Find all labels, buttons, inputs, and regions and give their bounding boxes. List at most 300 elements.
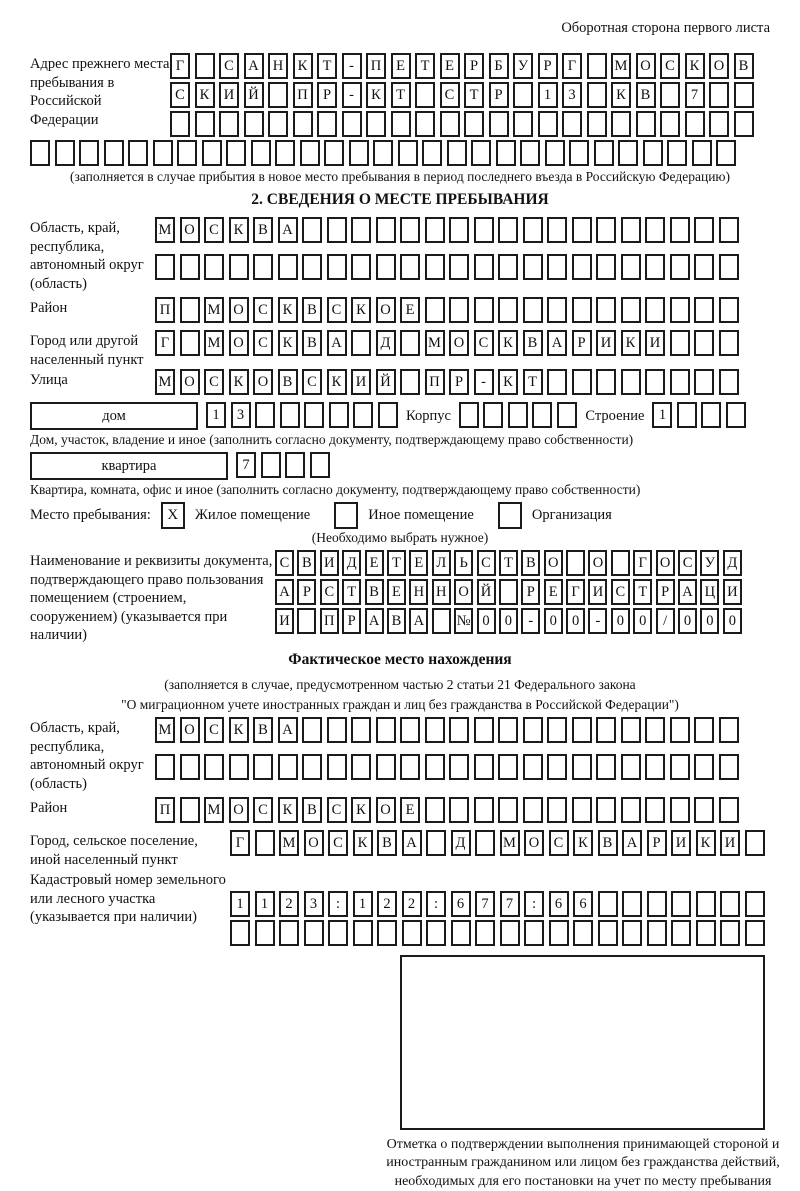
stay-checkbox-other-premises[interactable] bbox=[334, 502, 358, 529]
char-cell[interactable]: 0 bbox=[633, 608, 652, 634]
char-cell[interactable] bbox=[376, 217, 396, 243]
char-cell[interactable]: 6 bbox=[573, 891, 593, 917]
char-cell[interactable] bbox=[547, 297, 567, 323]
char-cell[interactable] bbox=[696, 891, 716, 917]
char-cell[interactable] bbox=[30, 140, 50, 166]
char-cell[interactable]: О bbox=[709, 53, 729, 79]
char-cell[interactable] bbox=[425, 797, 445, 823]
char-cell[interactable] bbox=[278, 754, 298, 780]
char-cell[interactable] bbox=[645, 217, 665, 243]
char-cell[interactable]: М bbox=[155, 369, 175, 395]
char-cell[interactable]: : bbox=[426, 891, 446, 917]
char-cell[interactable] bbox=[302, 754, 322, 780]
char-cell[interactable] bbox=[302, 217, 322, 243]
char-cell[interactable]: Е bbox=[391, 53, 411, 79]
char-cell[interactable]: Г bbox=[562, 53, 582, 79]
char-cell[interactable] bbox=[499, 579, 518, 605]
char-cell[interactable] bbox=[719, 330, 739, 356]
char-cell[interactable] bbox=[55, 140, 75, 166]
char-cell[interactable] bbox=[547, 217, 567, 243]
char-cell[interactable]: Н bbox=[268, 53, 288, 79]
char-cell[interactable] bbox=[415, 82, 435, 108]
char-cell[interactable] bbox=[523, 217, 543, 243]
char-cell[interactable]: В bbox=[521, 550, 540, 576]
char-cell[interactable]: И bbox=[351, 369, 371, 395]
char-cell[interactable] bbox=[587, 82, 607, 108]
char-cell[interactable]: С bbox=[219, 53, 239, 79]
char-cell[interactable] bbox=[621, 754, 641, 780]
char-cell[interactable] bbox=[153, 140, 173, 166]
char-cell[interactable]: К bbox=[573, 830, 593, 856]
char-cell[interactable] bbox=[498, 217, 518, 243]
char-cell[interactable]: П bbox=[425, 369, 445, 395]
char-cell[interactable] bbox=[373, 140, 393, 166]
char-cell[interactable] bbox=[562, 111, 582, 137]
char-cell[interactable] bbox=[180, 797, 200, 823]
char-cell[interactable]: К bbox=[278, 797, 298, 823]
char-cell[interactable] bbox=[745, 891, 765, 917]
char-cell[interactable]: О bbox=[544, 550, 563, 576]
char-cell[interactable] bbox=[471, 140, 491, 166]
char-cell[interactable]: У bbox=[513, 53, 533, 79]
char-cell[interactable] bbox=[415, 111, 435, 137]
char-cell[interactable] bbox=[449, 254, 469, 280]
char-cell[interactable]: Л bbox=[432, 550, 451, 576]
char-cell[interactable] bbox=[229, 254, 249, 280]
char-cell[interactable] bbox=[645, 717, 665, 743]
char-cell[interactable]: С bbox=[253, 330, 273, 356]
char-cell[interactable] bbox=[573, 920, 593, 946]
char-cell[interactable]: А bbox=[678, 579, 697, 605]
char-cell[interactable]: Р bbox=[297, 579, 316, 605]
char-cell[interactable] bbox=[745, 830, 765, 856]
char-cell[interactable] bbox=[621, 217, 641, 243]
char-cell[interactable] bbox=[720, 891, 740, 917]
char-cell[interactable] bbox=[376, 754, 396, 780]
char-cell[interactable]: Р bbox=[538, 53, 558, 79]
char-cell[interactable]: Н bbox=[409, 579, 428, 605]
char-cell[interactable]: 0 bbox=[499, 608, 518, 634]
char-cell[interactable]: : bbox=[524, 891, 544, 917]
char-cell[interactable] bbox=[694, 330, 714, 356]
char-cell[interactable]: 3 bbox=[562, 82, 582, 108]
char-cell[interactable]: Г bbox=[633, 550, 652, 576]
char-cell[interactable]: 1 bbox=[652, 402, 672, 428]
char-cell[interactable] bbox=[545, 140, 565, 166]
char-cell[interactable] bbox=[719, 369, 739, 395]
char-cell[interactable] bbox=[572, 217, 592, 243]
char-cell[interactable] bbox=[660, 82, 680, 108]
char-cell[interactable]: Е bbox=[400, 297, 420, 323]
char-cell[interactable]: 1 bbox=[206, 402, 226, 428]
char-cell[interactable]: К bbox=[498, 369, 518, 395]
char-cell[interactable] bbox=[327, 717, 347, 743]
char-cell[interactable] bbox=[328, 920, 348, 946]
char-cell[interactable]: В bbox=[302, 297, 322, 323]
char-cell[interactable] bbox=[621, 254, 641, 280]
char-cell[interactable] bbox=[400, 754, 420, 780]
char-cell[interactable]: В bbox=[523, 330, 543, 356]
char-cell[interactable]: С bbox=[611, 579, 630, 605]
char-cell[interactable] bbox=[694, 797, 714, 823]
char-cell[interactable] bbox=[474, 797, 494, 823]
char-cell[interactable] bbox=[128, 140, 148, 166]
char-cell[interactable]: 1 bbox=[255, 891, 275, 917]
char-cell[interactable]: К bbox=[195, 82, 215, 108]
char-cell[interactable] bbox=[670, 717, 690, 743]
char-cell[interactable]: Т bbox=[415, 53, 435, 79]
char-cell[interactable]: - bbox=[521, 608, 540, 634]
char-cell[interactable] bbox=[155, 254, 175, 280]
char-cell[interactable]: Т bbox=[387, 550, 406, 576]
char-cell[interactable]: О bbox=[229, 330, 249, 356]
char-cell[interactable]: А bbox=[365, 608, 384, 634]
char-cell[interactable]: К bbox=[229, 369, 249, 395]
char-cell[interactable] bbox=[229, 754, 249, 780]
char-cell[interactable]: Т bbox=[523, 369, 543, 395]
char-cell[interactable] bbox=[285, 452, 305, 478]
char-cell[interactable] bbox=[520, 140, 540, 166]
char-cell[interactable] bbox=[353, 402, 373, 428]
char-cell[interactable]: В bbox=[297, 550, 316, 576]
char-cell[interactable] bbox=[596, 797, 616, 823]
char-cell[interactable]: С bbox=[204, 717, 224, 743]
char-cell[interactable]: Р bbox=[656, 579, 675, 605]
char-cell[interactable]: Д bbox=[376, 330, 396, 356]
char-cell[interactable] bbox=[719, 217, 739, 243]
char-cell[interactable] bbox=[726, 402, 746, 428]
char-cell[interactable] bbox=[523, 754, 543, 780]
char-cell[interactable] bbox=[524, 920, 544, 946]
char-cell[interactable] bbox=[351, 217, 371, 243]
char-cell[interactable]: 1 bbox=[353, 891, 373, 917]
char-cell[interactable]: М bbox=[204, 330, 224, 356]
char-cell[interactable]: П bbox=[155, 297, 175, 323]
char-cell[interactable] bbox=[474, 754, 494, 780]
char-cell[interactable] bbox=[400, 254, 420, 280]
char-cell[interactable]: О bbox=[449, 330, 469, 356]
char-cell[interactable]: И bbox=[219, 82, 239, 108]
char-cell[interactable] bbox=[230, 920, 250, 946]
char-cell[interactable]: К bbox=[621, 330, 641, 356]
char-cell[interactable] bbox=[422, 140, 442, 166]
char-cell[interactable]: 0 bbox=[544, 608, 563, 634]
char-cell[interactable]: С bbox=[440, 82, 460, 108]
char-cell[interactable] bbox=[677, 402, 697, 428]
char-cell[interactable] bbox=[219, 111, 239, 137]
char-cell[interactable]: Т bbox=[391, 82, 411, 108]
char-cell[interactable]: М bbox=[155, 717, 175, 743]
char-cell[interactable] bbox=[376, 254, 396, 280]
char-cell[interactable]: С bbox=[253, 797, 273, 823]
char-cell[interactable] bbox=[349, 140, 369, 166]
char-cell[interactable]: М bbox=[204, 297, 224, 323]
char-cell[interactable] bbox=[636, 111, 656, 137]
char-cell[interactable]: - bbox=[342, 82, 362, 108]
char-cell[interactable] bbox=[180, 297, 200, 323]
char-cell[interactable] bbox=[426, 830, 446, 856]
char-cell[interactable] bbox=[297, 608, 316, 634]
char-cell[interactable] bbox=[647, 891, 667, 917]
char-cell[interactable] bbox=[696, 920, 716, 946]
char-cell[interactable] bbox=[275, 140, 295, 166]
char-cell[interactable] bbox=[670, 217, 690, 243]
char-cell[interactable] bbox=[474, 717, 494, 743]
char-cell[interactable] bbox=[498, 754, 518, 780]
char-cell[interactable] bbox=[440, 111, 460, 137]
char-cell[interactable]: Р bbox=[647, 830, 667, 856]
char-cell[interactable]: 7 bbox=[500, 891, 520, 917]
char-cell[interactable]: С bbox=[253, 297, 273, 323]
char-cell[interactable]: К bbox=[611, 82, 631, 108]
char-cell[interactable] bbox=[177, 140, 197, 166]
char-cell[interactable] bbox=[547, 797, 567, 823]
char-cell[interactable]: Е bbox=[387, 579, 406, 605]
char-cell[interactable] bbox=[645, 797, 665, 823]
char-cell[interactable]: Е bbox=[400, 797, 420, 823]
char-cell[interactable] bbox=[572, 369, 592, 395]
char-cell[interactable]: О bbox=[376, 297, 396, 323]
char-cell[interactable]: К bbox=[327, 369, 347, 395]
char-cell[interactable] bbox=[280, 402, 300, 428]
char-cell[interactable]: Е bbox=[544, 579, 563, 605]
char-cell[interactable] bbox=[716, 140, 736, 166]
char-cell[interactable] bbox=[351, 330, 371, 356]
char-cell[interactable]: И bbox=[588, 579, 607, 605]
char-cell[interactable]: И bbox=[275, 608, 294, 634]
char-cell[interactable]: О bbox=[229, 297, 249, 323]
char-cell[interactable] bbox=[475, 830, 495, 856]
char-cell[interactable] bbox=[671, 891, 691, 917]
char-cell[interactable] bbox=[587, 53, 607, 79]
char-cell[interactable]: А bbox=[547, 330, 567, 356]
char-cell[interactable] bbox=[694, 254, 714, 280]
char-cell[interactable] bbox=[694, 369, 714, 395]
char-cell[interactable]: № bbox=[454, 608, 473, 634]
house-field-box[interactable]: дом bbox=[30, 402, 198, 430]
char-cell[interactable] bbox=[670, 797, 690, 823]
char-cell[interactable] bbox=[569, 140, 589, 166]
char-cell[interactable]: А bbox=[622, 830, 642, 856]
char-cell[interactable] bbox=[498, 297, 518, 323]
char-cell[interactable] bbox=[547, 717, 567, 743]
char-cell[interactable]: В bbox=[734, 53, 754, 79]
char-cell[interactable]: 7 bbox=[236, 452, 256, 478]
char-cell[interactable]: - bbox=[342, 53, 362, 79]
char-cell[interactable] bbox=[377, 920, 397, 946]
char-cell[interactable] bbox=[496, 140, 516, 166]
char-cell[interactable] bbox=[498, 254, 518, 280]
char-cell[interactable] bbox=[532, 402, 552, 428]
char-cell[interactable] bbox=[449, 217, 469, 243]
char-cell[interactable] bbox=[449, 297, 469, 323]
stay-checkbox-residential[interactable]: X bbox=[161, 502, 185, 529]
char-cell[interactable] bbox=[692, 140, 712, 166]
char-cell[interactable] bbox=[508, 402, 528, 428]
char-cell[interactable] bbox=[327, 254, 347, 280]
char-cell[interactable] bbox=[660, 111, 680, 137]
char-cell[interactable] bbox=[547, 254, 567, 280]
char-cell[interactable] bbox=[342, 111, 362, 137]
char-cell[interactable]: Й bbox=[477, 579, 496, 605]
char-cell[interactable] bbox=[538, 111, 558, 137]
char-cell[interactable]: В bbox=[278, 369, 298, 395]
char-cell[interactable]: 0 bbox=[477, 608, 496, 634]
char-cell[interactable] bbox=[643, 140, 663, 166]
char-cell[interactable]: В bbox=[636, 82, 656, 108]
char-cell[interactable] bbox=[304, 402, 324, 428]
char-cell[interactable] bbox=[694, 217, 714, 243]
char-cell[interactable] bbox=[474, 254, 494, 280]
char-cell[interactable] bbox=[598, 891, 618, 917]
char-cell[interactable]: Г bbox=[170, 53, 190, 79]
char-cell[interactable]: 0 bbox=[566, 608, 585, 634]
char-cell[interactable] bbox=[611, 550, 630, 576]
char-cell[interactable]: С bbox=[204, 369, 224, 395]
char-cell[interactable] bbox=[353, 920, 373, 946]
char-cell[interactable]: Е bbox=[409, 550, 428, 576]
char-cell[interactable]: О bbox=[588, 550, 607, 576]
char-cell[interactable] bbox=[278, 254, 298, 280]
char-cell[interactable] bbox=[255, 920, 275, 946]
char-cell[interactable] bbox=[719, 797, 739, 823]
char-cell[interactable] bbox=[670, 330, 690, 356]
char-cell[interactable]: / bbox=[656, 608, 675, 634]
char-cell[interactable]: Т bbox=[499, 550, 518, 576]
char-cell[interactable] bbox=[671, 920, 691, 946]
char-cell[interactable]: У bbox=[700, 550, 719, 576]
char-cell[interactable]: 2 bbox=[279, 891, 299, 917]
char-cell[interactable]: А bbox=[327, 330, 347, 356]
char-cell[interactable]: С bbox=[549, 830, 569, 856]
char-cell[interactable] bbox=[523, 797, 543, 823]
char-cell[interactable] bbox=[670, 254, 690, 280]
char-cell[interactable] bbox=[317, 111, 337, 137]
char-cell[interactable]: В bbox=[302, 797, 322, 823]
char-cell[interactable]: К bbox=[353, 830, 373, 856]
char-cell[interactable]: Д bbox=[451, 830, 471, 856]
char-cell[interactable]: 3 bbox=[304, 891, 324, 917]
char-cell[interactable]: О bbox=[180, 717, 200, 743]
char-cell[interactable] bbox=[170, 111, 190, 137]
char-cell[interactable] bbox=[734, 111, 754, 137]
char-cell[interactable] bbox=[426, 920, 446, 946]
char-cell[interactable]: М bbox=[204, 797, 224, 823]
char-cell[interactable] bbox=[155, 754, 175, 780]
char-cell[interactable] bbox=[647, 920, 667, 946]
char-cell[interactable]: Й bbox=[376, 369, 396, 395]
char-cell[interactable] bbox=[572, 754, 592, 780]
char-cell[interactable]: К bbox=[696, 830, 716, 856]
char-cell[interactable]: О bbox=[180, 217, 200, 243]
char-cell[interactable] bbox=[621, 369, 641, 395]
char-cell[interactable]: С bbox=[320, 579, 339, 605]
char-cell[interactable] bbox=[523, 297, 543, 323]
char-cell[interactable] bbox=[366, 111, 386, 137]
char-cell[interactable] bbox=[622, 920, 642, 946]
char-cell[interactable]: А bbox=[278, 217, 298, 243]
char-cell[interactable]: - bbox=[474, 369, 494, 395]
char-cell[interactable] bbox=[474, 297, 494, 323]
char-cell[interactable]: О bbox=[454, 579, 473, 605]
char-cell[interactable]: С bbox=[204, 217, 224, 243]
char-cell[interactable] bbox=[498, 717, 518, 743]
char-cell[interactable]: О bbox=[524, 830, 544, 856]
char-cell[interactable]: Н bbox=[432, 579, 451, 605]
char-cell[interactable]: С bbox=[660, 53, 680, 79]
char-cell[interactable]: М bbox=[611, 53, 631, 79]
char-cell[interactable]: Й bbox=[244, 82, 264, 108]
char-cell[interactable]: К bbox=[229, 717, 249, 743]
char-cell[interactable] bbox=[523, 717, 543, 743]
char-cell[interactable] bbox=[596, 217, 616, 243]
char-cell[interactable]: В bbox=[253, 717, 273, 743]
char-cell[interactable] bbox=[557, 402, 577, 428]
char-cell[interactable] bbox=[400, 330, 420, 356]
char-cell[interactable]: Р bbox=[489, 82, 509, 108]
char-cell[interactable] bbox=[351, 754, 371, 780]
char-cell[interactable] bbox=[300, 140, 320, 166]
char-cell[interactable]: О bbox=[636, 53, 656, 79]
char-cell[interactable] bbox=[449, 754, 469, 780]
char-cell[interactable]: Е bbox=[365, 550, 384, 576]
char-cell[interactable] bbox=[611, 111, 631, 137]
char-cell[interactable]: Б bbox=[489, 53, 509, 79]
char-cell[interactable]: 6 bbox=[451, 891, 471, 917]
char-cell[interactable] bbox=[302, 717, 322, 743]
char-cell[interactable] bbox=[279, 920, 299, 946]
char-cell[interactable]: К bbox=[351, 797, 371, 823]
char-cell[interactable]: Р bbox=[317, 82, 337, 108]
char-cell[interactable] bbox=[261, 452, 281, 478]
char-cell[interactable] bbox=[694, 717, 714, 743]
char-cell[interactable] bbox=[180, 254, 200, 280]
char-cell[interactable] bbox=[255, 830, 275, 856]
char-cell[interactable] bbox=[489, 111, 509, 137]
char-cell[interactable] bbox=[425, 754, 445, 780]
char-cell[interactable] bbox=[195, 53, 215, 79]
char-cell[interactable]: Г bbox=[566, 579, 585, 605]
char-cell[interactable] bbox=[449, 717, 469, 743]
char-cell[interactable] bbox=[474, 217, 494, 243]
char-cell[interactable]: С bbox=[302, 369, 322, 395]
char-cell[interactable]: П bbox=[366, 53, 386, 79]
char-cell[interactable]: К bbox=[293, 53, 313, 79]
char-cell[interactable]: В bbox=[387, 608, 406, 634]
char-cell[interactable] bbox=[645, 754, 665, 780]
char-cell[interactable] bbox=[701, 402, 721, 428]
char-cell[interactable] bbox=[645, 254, 665, 280]
char-cell[interactable]: П bbox=[155, 797, 175, 823]
char-cell[interactable] bbox=[596, 297, 616, 323]
char-cell[interactable] bbox=[475, 920, 495, 946]
char-cell[interactable]: Ь bbox=[454, 550, 473, 576]
apartment-field-box[interactable]: квартира bbox=[30, 452, 228, 480]
char-cell[interactable] bbox=[351, 254, 371, 280]
char-cell[interactable]: М bbox=[279, 830, 299, 856]
char-cell[interactable] bbox=[500, 920, 520, 946]
char-cell[interactable]: О bbox=[229, 797, 249, 823]
char-cell[interactable] bbox=[645, 369, 665, 395]
char-cell[interactable] bbox=[400, 369, 420, 395]
char-cell[interactable] bbox=[400, 217, 420, 243]
char-cell[interactable] bbox=[449, 797, 469, 823]
char-cell[interactable] bbox=[549, 920, 569, 946]
char-cell[interactable]: : bbox=[328, 891, 348, 917]
char-cell[interactable]: И bbox=[320, 550, 339, 576]
char-cell[interactable]: О bbox=[304, 830, 324, 856]
char-cell[interactable]: И bbox=[645, 330, 665, 356]
